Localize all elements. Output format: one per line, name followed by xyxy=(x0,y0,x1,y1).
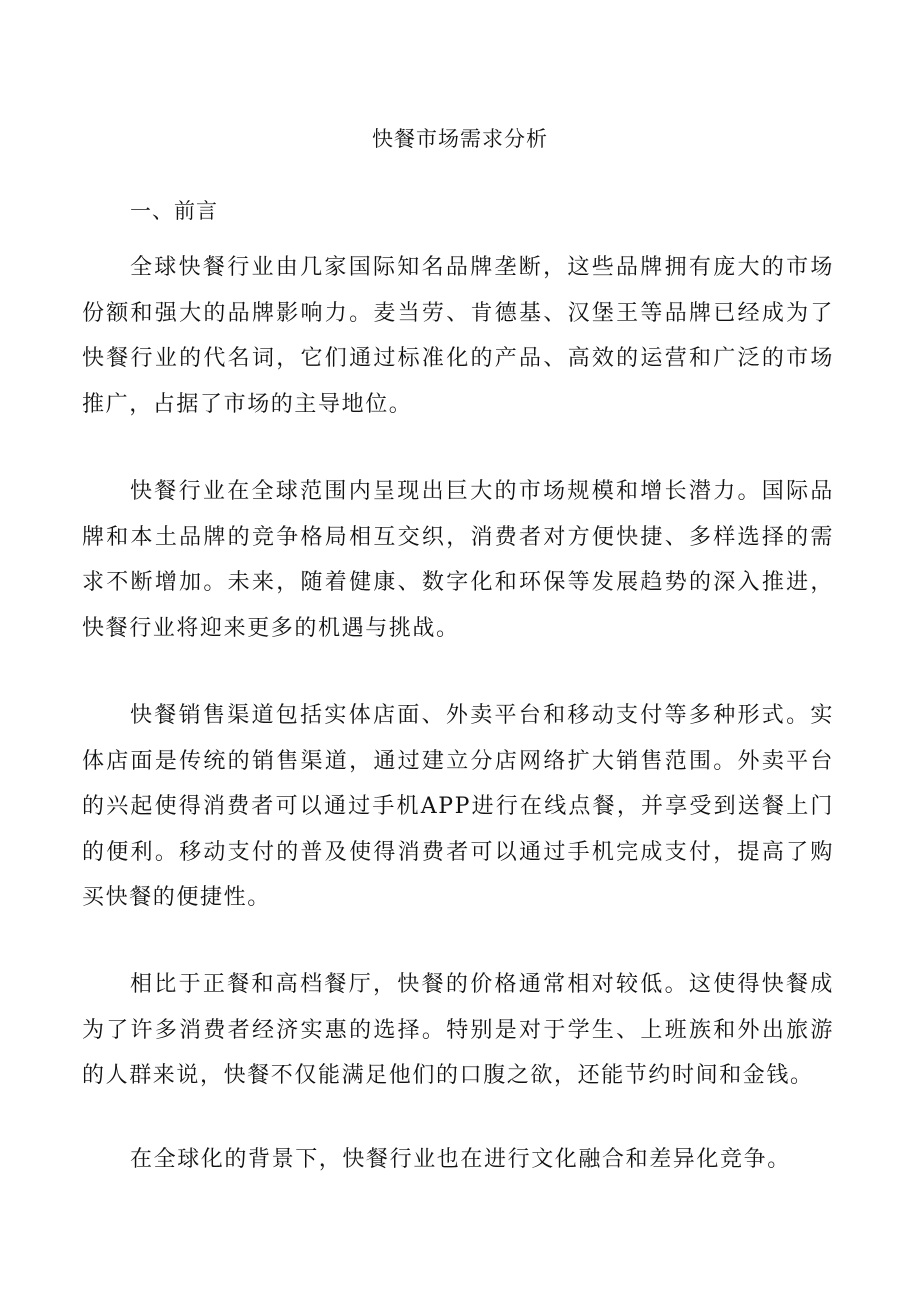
paragraph: 在全球化的背景下，快餐行业也在进行文化融合和差异化竞争。 xyxy=(130,1147,791,1172)
paragraph: 相比于正餐和高档餐厅，快餐的价格通常相对较低。这使得快餐成为了许多消费者经济实惠的选择。特别是对于学生、上班族和外出旅游的人群来说，快餐不仅能满足他们的口腹之欲，还能节约时间和金钱。 xyxy=(82,972,834,1088)
paragraph: 全球快餐行业由几家国际知名品牌垄断，这些品牌拥有庞大的市场份额和强大的品牌影响力。麦当劳、肯德基、汉堡王等品牌已经成为了快餐行业的代名词，它们通过标准化的产品、高效的运营和广泛的市场推广，占据了市场的主导地位。 xyxy=(82,255,834,417)
page-title: 快餐市场需求分析 xyxy=(372,127,548,151)
section-heading: 一、前言 xyxy=(130,199,218,223)
paragraph: 快餐行业在全球范围内呈现出巨大的市场规模和增长潜力。国际品牌和本土品牌的竞争格局相互交织，消费者对方便快捷、多样选择的需求不断增加。未来，随着健康、数字化和环保等发展趋势的深入推进，快餐行业将迎来更多的机遇与挑战。 xyxy=(82,479,834,641)
paragraph: 快餐销售渠道包括实体店面、外卖平台和移动支付等多种形式。实体店面是传统的销售渠道，通过建立分店网络扩大销售范围。外卖平台的兴起使得消费者可以通过手机APP进行在线点餐，并享受到送餐上门的便利。移动支付的普及使得消费者可以通过手机完成支付，提高了购买快餐的便捷性。 xyxy=(82,703,834,910)
